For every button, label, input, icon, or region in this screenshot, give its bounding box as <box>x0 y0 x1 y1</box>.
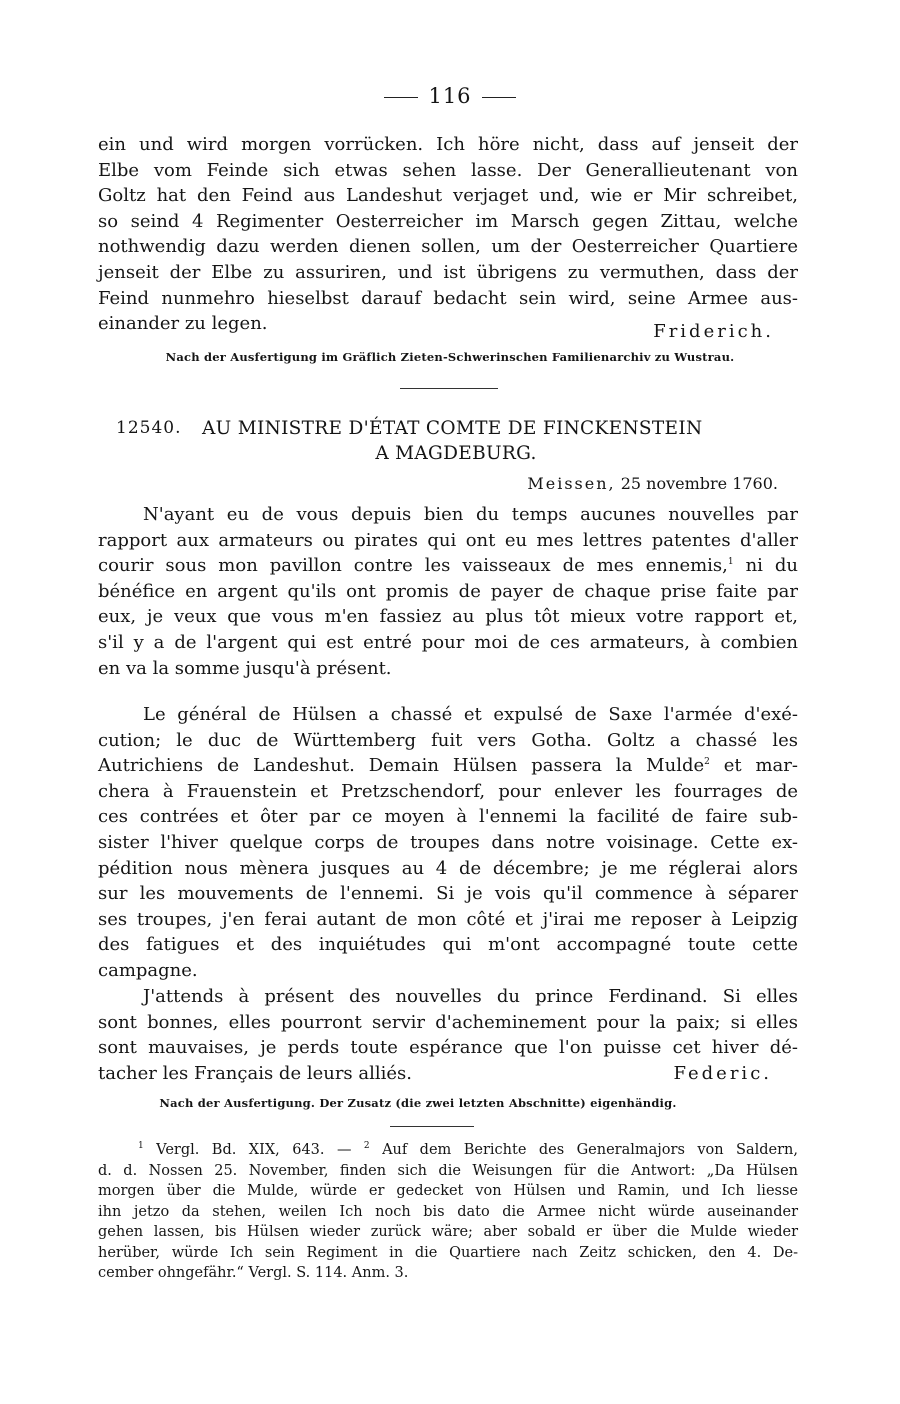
date-place: Meissen, <box>527 474 616 493</box>
text-fragment: Auf dem Berichte des Generalmajors von Saldern, <box>369 1142 798 1158</box>
text-line: eux, je veux que vous m'en fassiez au plus tôt mieux votre rapport et, <box>98 606 798 628</box>
text-line: Elbe vom Feinde sich etwas sehen lasse. Der Generallieutenant von <box>98 159 798 181</box>
text-line: rapport aux armateurs ou pirates qui ont eu mes lettres patentes d'aller <box>98 529 798 551</box>
text-line: tacher les Français de leurs alliés. <box>98 1062 413 1084</box>
text-line: J'attends à présent des nouvelles du prince Ferdinand. Si elles <box>143 986 798 1007</box>
date-value: 25 novembre 1760. <box>620 474 778 493</box>
signature-friderich: Friderich. <box>653 321 774 343</box>
letter-addressee: AU MINISTRE D'ÉTAT COMTE DE FINCKENSTEIN <box>202 418 703 439</box>
footnote-line: cember ohngefähr.“ Vergl. S. 114. Anm. 3. <box>98 1265 409 1281</box>
page-number-left-dash <box>384 97 418 98</box>
text-line: campagne. <box>98 959 198 981</box>
text-line: Le général de Hülsen a chassé et expulsé de Saxe l'armée d'exé- <box>143 704 798 725</box>
text-line: bénéfice en argent qu'ils ont promis de payer de chaque prise faite par <box>98 580 798 602</box>
text-fragment: courir sous mon pavillon contre les vaisseaux de mes ennemis, <box>98 555 728 577</box>
footnote-marker-1: 1 <box>138 1141 144 1152</box>
letter-paragraph-2 <box>98 702 798 984</box>
text-line: einander zu legen. <box>98 313 268 335</box>
text-line: sont bonnes, elles pourront servir d'acheminement pour la paix; si elles <box>98 1011 798 1033</box>
footnote-line: herüber, würde Ich sein Regiment in die Quartiere nach Zeitz schicken, den 4. De- <box>98 1244 798 1261</box>
text-line <box>98 753 798 779</box>
footnote-ref-1: 1 <box>727 557 734 568</box>
footnote-line: d. d. Nossen 25. November, finden sich die Weisungen für die Antwort: „Da Hülsen <box>98 1162 798 1179</box>
footnote-line: gehen lassen, bis Hülsen wieder zurück wäre; aber sobald er über die Mulde wieder <box>98 1224 798 1240</box>
footnote-line: morgen über die Mulde, würde er gedecket von Hülsen und Ramin, und Ich liesse <box>98 1183 798 1199</box>
text-line <box>98 502 798 528</box>
source-note-archive: Nach der Ausfertigung im Gräflich Zieten-Schwerinschen Familienarchiv zu Wustrau. <box>165 350 735 364</box>
footnote-ref-2: 2 <box>704 757 710 768</box>
text-line: sur les mouvements de l'ennemi. Si je vois qu'il commence à séparer <box>98 883 798 905</box>
text-line: en va la somme jusqu'à présent. <box>98 657 392 679</box>
footnote-divider <box>390 1126 474 1127</box>
text-line: cution; le duc de Württemberg fuit vers Gotha. Goltz a chassé les <box>98 729 798 751</box>
text-fragment: Autrichiens de Landeshut. Demain Hülsen passera la Mulde <box>98 755 705 777</box>
text-line: nothwendig dazu werden dienen sollen, um der Oesterreicher Quartiere <box>98 236 798 258</box>
source-note-autograph: Nach der Ausfertigung. Der Zusatz (die zwei letzten Abschnitte) eigenhändig. <box>159 1096 677 1110</box>
footnote-line <box>98 1140 798 1161</box>
footnote-marker-2: 2 <box>363 1141 370 1152</box>
text-line: ses troupes, j'en ferai autant de mon côté et j'irai me reposer à Leipzig <box>98 908 798 930</box>
letter-dateline <box>527 474 778 493</box>
text-line-content: N'ayant eu de vous depuis bien du temps aucunes nouvelles par <box>143 504 798 525</box>
letter-paragraph-3 <box>98 984 798 1086</box>
text-line: Feind nunmehro hieselbst darauf bedacht sein wird, seine Armee aus- <box>98 287 798 309</box>
text-line: jenseit der Elbe zu assuriren, und ist übrigens zu vermuthen, dass der <box>98 261 798 283</box>
text-line: pédition nous mènera jusques au 4 de décembre; je me réglerai alors <box>98 857 798 879</box>
text-fragment: et mar- <box>709 755 798 777</box>
footnote-line: ihn jetzo da stehen, weilen Ich noch bis dato die Armee nicht würde auseinander <box>98 1203 798 1220</box>
text-line: sister l'hiver quelque corps de troupes dans notre voisinage. Cette ex- <box>98 831 798 853</box>
letter-number: 12540. <box>116 418 182 438</box>
text-line <box>98 553 798 579</box>
signature-federic: Federic. <box>673 1062 772 1084</box>
letter-paragraph-1 <box>98 502 798 681</box>
continuation-text <box>98 132 798 343</box>
text-line: des fatigues et des inquiétudes qui m'ont accompagné toute cette <box>98 934 798 956</box>
letter-heading <box>116 416 786 466</box>
text-line: so seind 4 Regimenter Oesterreicher im Marsch gegen Zittau, welche <box>98 210 798 232</box>
text-fragment: Vergl. Bd. XIX, 643. — <box>143 1142 364 1158</box>
text-line: ein und wird morgen vorrücken. Ich höre nicht, dass auf jenseit der <box>98 134 798 155</box>
text-line: ces contrées et ôter par ce moyen à l'ennemi la facilité de faire sub- <box>98 806 798 828</box>
letter-destination: A MAGDEBURG. <box>375 443 537 464</box>
closing-line <box>98 311 798 343</box>
text-fragment: ni du <box>733 555 798 577</box>
closing-line <box>98 1061 798 1087</box>
footnotes <box>98 1140 798 1284</box>
page-number-value: 116 <box>428 84 472 108</box>
text-line: chera à Frauenstein et Pretzschendorf, pour enlever les fourrages de <box>98 780 798 802</box>
text-line: Goltz hat den Feind aus Landeshut verjaget und, wie er Mir schreibet, <box>98 185 798 207</box>
section-divider <box>400 388 498 389</box>
text-line: s'il y a de l'argent qui est entré pour moi de ces armateurs, à combien <box>98 631 798 653</box>
text-line: sont mauvaises, je perds toute espérance que l'on puisse cet hiver dé- <box>98 1037 798 1059</box>
page-number-right-dash <box>482 97 516 98</box>
page-number <box>0 84 900 108</box>
